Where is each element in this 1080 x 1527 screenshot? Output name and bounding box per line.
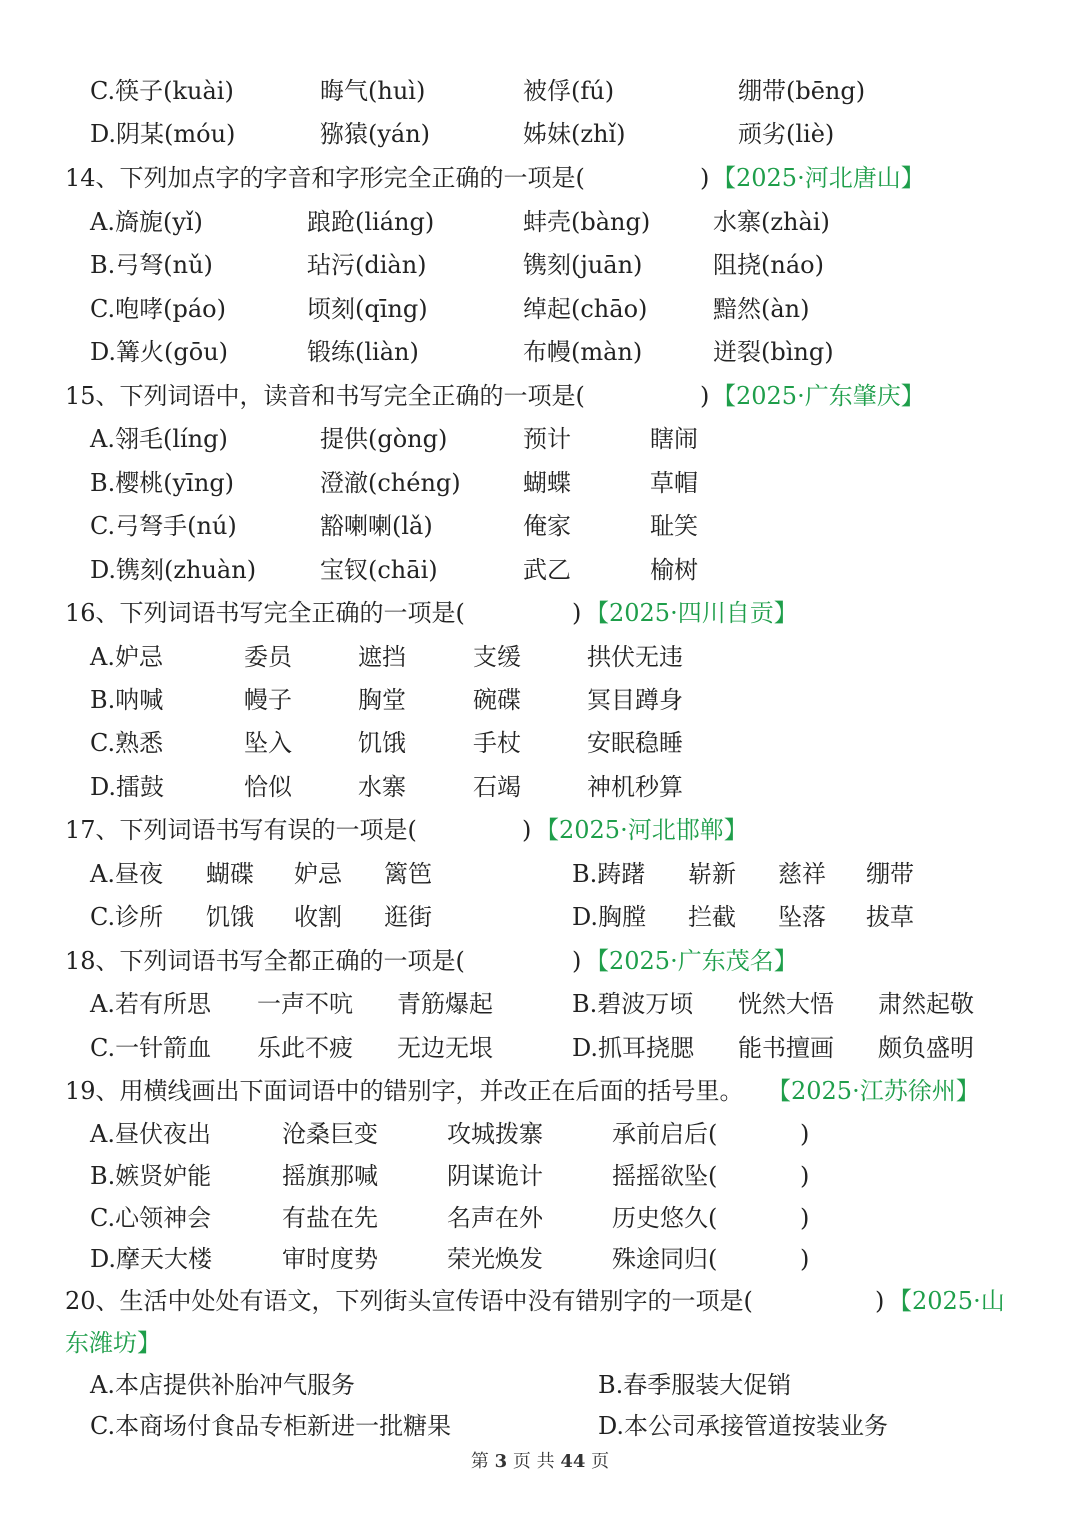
answer-blank: ) <box>800 1120 810 1148</box>
source-tag: 【2025·广东肇庆】 <box>712 382 925 410</box>
answer-blank: ) <box>800 1204 810 1232</box>
source-tag: 【2025·广东茂名】 <box>585 947 798 975</box>
exam-page: C.筷子(kuài) 晦气(huì) 被俘(fú) 绷带(bēng) D.阴某(móu) 猕猿(yán) 姊妹(zhǐ) 顽劣(liè) 14、下列加点字的字音和字形完全正确的一项是( ) 【2025·河北唐山】 A.旖旎(yǐ) 踉跄(liáng) 蚌壳(bàng) 水寨(zhài) B.弓弩(nǔ) 玷污(diàn) 镌刻(juān) 阻挠(náo) C.咆哮(páo) 顷刻(qīng) 绰起(chāo) 黯然(àn) D.篝火(gōu) 锻练(liàn) 布幔(màn) 迸裂(bìng) 15、下列词语中，读音和书写完全正确的一项是( ) 【2025·广东肇庆】 A.翎毛(líng) 提供(gòng) 预计 瞎闹 B.樱桃(yīng) 澄澈(chéng) 蝴蝶 草帽 C.弓弩手(nú) 豁喇喇(lǎ) 俺家 耻笑 D.镌刻(zhuàn) 宝钗(chāi) 武乙 榆树 16、下列词语书写完全正确的一项是( ) 【2025·四川自贡】 A.妒忌 委员 遮挡 支缓 拱伏无违 B.呐喊 幔子 胸堂 碗碟 冥目蹲身 C.熟悉 坠入 饥饿 手杖 安眠稳睡 D.擂鼓 恰似 水寨 石竭 神机秒算 17、下列词语书写有误的一项是( ) 【2025·河北邯郸】 A.昼夜 蝴碟 妒忌 篱笆 B.踌躇 崭新 慈祥 绷带 C.诊所 饥饿 收割 逛街 D.胸膛 拦截 坠落 拔草 18、下列词语书写全都正确的一项是( ) 【2025·广东茂名】 A.若有所思 一声不吭 青筋爆起 B.碧波万顷 恍然大悟 肃然起敬 C.一针箭血 乐此不疲 无边无垠 D.抓耳挠腮 能书擅画 颇负盛明 19、用横线画出下面词语中的错别字，并改正在后面的括号里。 【2025·江苏徐州】 A.昼伏夜出 沧桑巨变 攻城拨寨 承前启后( ) B.嫉贤妒能 摇旗那喊 阴谋诡计 摇摇欲坠( ) C.心领神会 有盐在先 名声在外 历史悠久( ) D.摩天大楼 审时度势 荣光焕发 殊途同归( ) 20、生活中处处有语文，下列街头宣传语中没有错别字的一项是( ) 【2025·山 东潍坊】 A.本店提供补胎冲气服务 B.春季服装大促销 C.本商场付食品专柜新进一批糖果 D.本公司承接管道按装业务 第 3 页 共 44 页 <box>0 0 1080 1527</box>
page-number: 3 <box>494 1451 508 1472</box>
source-tag: 【2025·江苏徐州】 <box>767 1077 980 1105</box>
source-tag: 【2025·河北唐山】 <box>712 164 925 192</box>
source-tag: 【2025·山 <box>888 1287 1005 1315</box>
source-tag: 【2025·四川自贡】 <box>585 599 798 627</box>
answer-blank: ) <box>800 1245 810 1273</box>
page-footer: 第 3 页 共 44 页 <box>470 1451 610 1472</box>
source-tag: 东潍坊】 <box>65 1329 161 1357</box>
page-total: 44 <box>560 1451 586 1472</box>
source-tag: 【2025·河北邯郸】 <box>535 816 748 844</box>
answer-blank: ) <box>800 1162 810 1190</box>
